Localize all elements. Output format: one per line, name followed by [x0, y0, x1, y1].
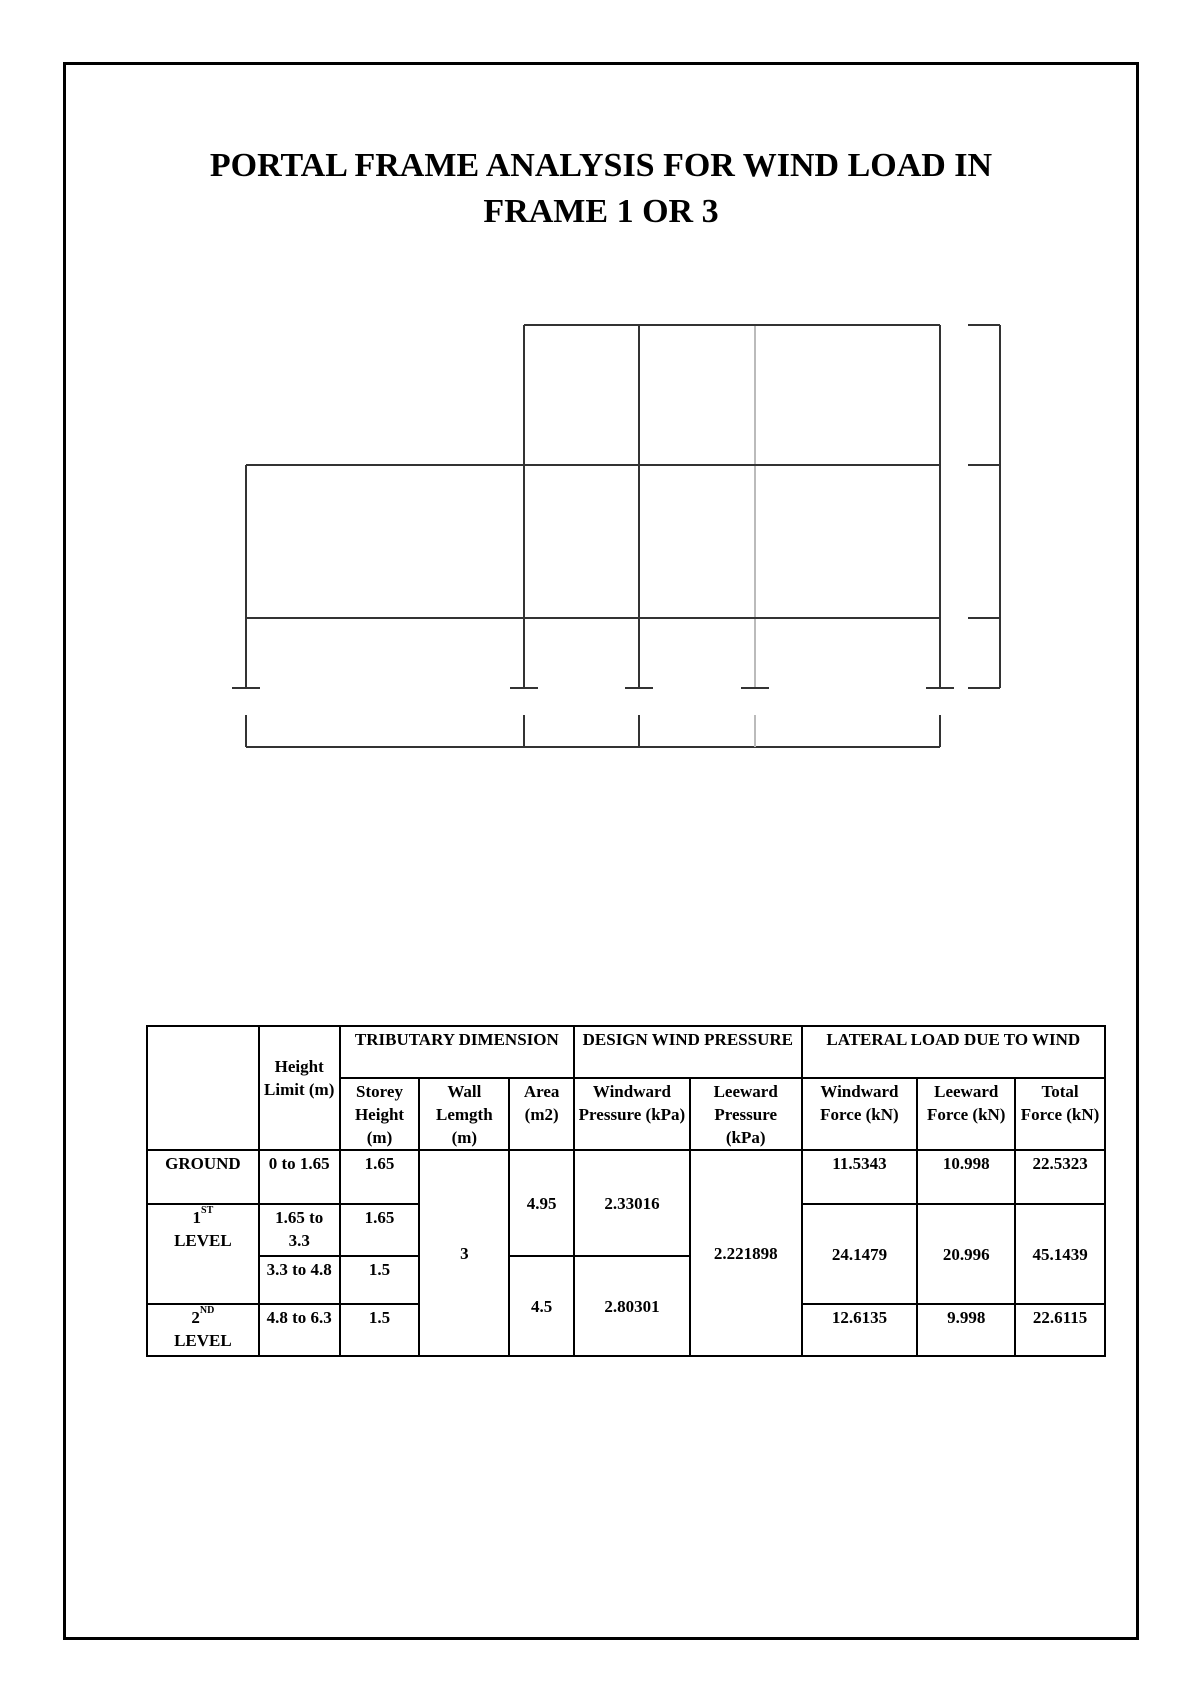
windward-pressure-cell: 2.33016: [574, 1150, 690, 1256]
table-row: [147, 1150, 1105, 1204]
header-blank: [147, 1026, 259, 1150]
area-cell: 4.95: [509, 1150, 574, 1256]
header-wall-length: Wall Lemgth (m): [419, 1078, 509, 1150]
portal-frame-diagram: [0, 0, 1200, 760]
windward-force-cell: 12.6135: [802, 1304, 918, 1356]
leeward-pressure-cell: 2.221898: [690, 1150, 802, 1356]
level-label: GROUND: [147, 1150, 259, 1204]
header-storey-height: Storey Height (m): [340, 1078, 420, 1150]
leeward-force-cell: 10.998: [917, 1150, 1015, 1204]
storey-height-cell: 1.65: [340, 1204, 420, 1256]
level-label: 1ST LEVEL: [147, 1204, 259, 1304]
height-limit-cell: 1.65 to 3.3: [259, 1204, 340, 1256]
total-force-cell: 22.5323: [1015, 1150, 1105, 1204]
leeward-force-cell: 20.996: [917, 1204, 1015, 1304]
header-area: Area (m2): [509, 1078, 574, 1150]
title-line-2: FRAME 1 OR 3: [483, 193, 719, 230]
storey-height-cell: 1.65: [340, 1150, 420, 1204]
header-windward-force: Windward Force (kN): [802, 1078, 918, 1150]
header-total-force: Total Force (kN): [1015, 1078, 1105, 1150]
header-leeward-pressure: Leeward Pressure (kPa): [690, 1078, 802, 1150]
total-force-cell: 22.6115: [1015, 1304, 1105, 1356]
height-limit-cell: 4.8 to 6.3: [259, 1304, 340, 1356]
wall-length-cell: 3: [419, 1150, 509, 1356]
header-leeward-force: Leeward Force (kN): [917, 1078, 1015, 1150]
height-limit-cell: 0 to 1.65: [259, 1150, 340, 1204]
header-tributary: TRIBUTARY DIMENSION: [340, 1026, 574, 1078]
header-windward-pressure: Windward Pressure (kPa): [574, 1078, 690, 1150]
storey-height-cell: 1.5: [340, 1256, 420, 1304]
area-cell: 4.5: [509, 1256, 574, 1356]
level-label: 2ND LEVEL: [147, 1304, 259, 1356]
wind-load-table: [146, 1025, 1106, 1357]
height-limit-cell: 3.3 to 4.8: [259, 1256, 340, 1304]
header-lateral: LATERAL LOAD DUE TO WIND: [802, 1026, 1105, 1078]
total-force-cell: 45.1439: [1015, 1204, 1105, 1304]
title-line-1: PORTAL FRAME ANALYSIS FOR WIND LOAD IN: [209, 147, 993, 184]
leeward-force-cell: 9.998: [917, 1304, 1015, 1356]
windward-force-cell: 24.1479: [802, 1204, 918, 1304]
windward-force-cell: 11.5343: [802, 1150, 918, 1204]
windward-pressure-cell: 2.80301: [574, 1256, 690, 1356]
header-design-wind: DESIGN WIND PRESSURE: [574, 1026, 801, 1078]
storey-height-cell: 1.5: [340, 1304, 420, 1356]
header-height-limit: Height Limit (m): [259, 1026, 340, 1150]
